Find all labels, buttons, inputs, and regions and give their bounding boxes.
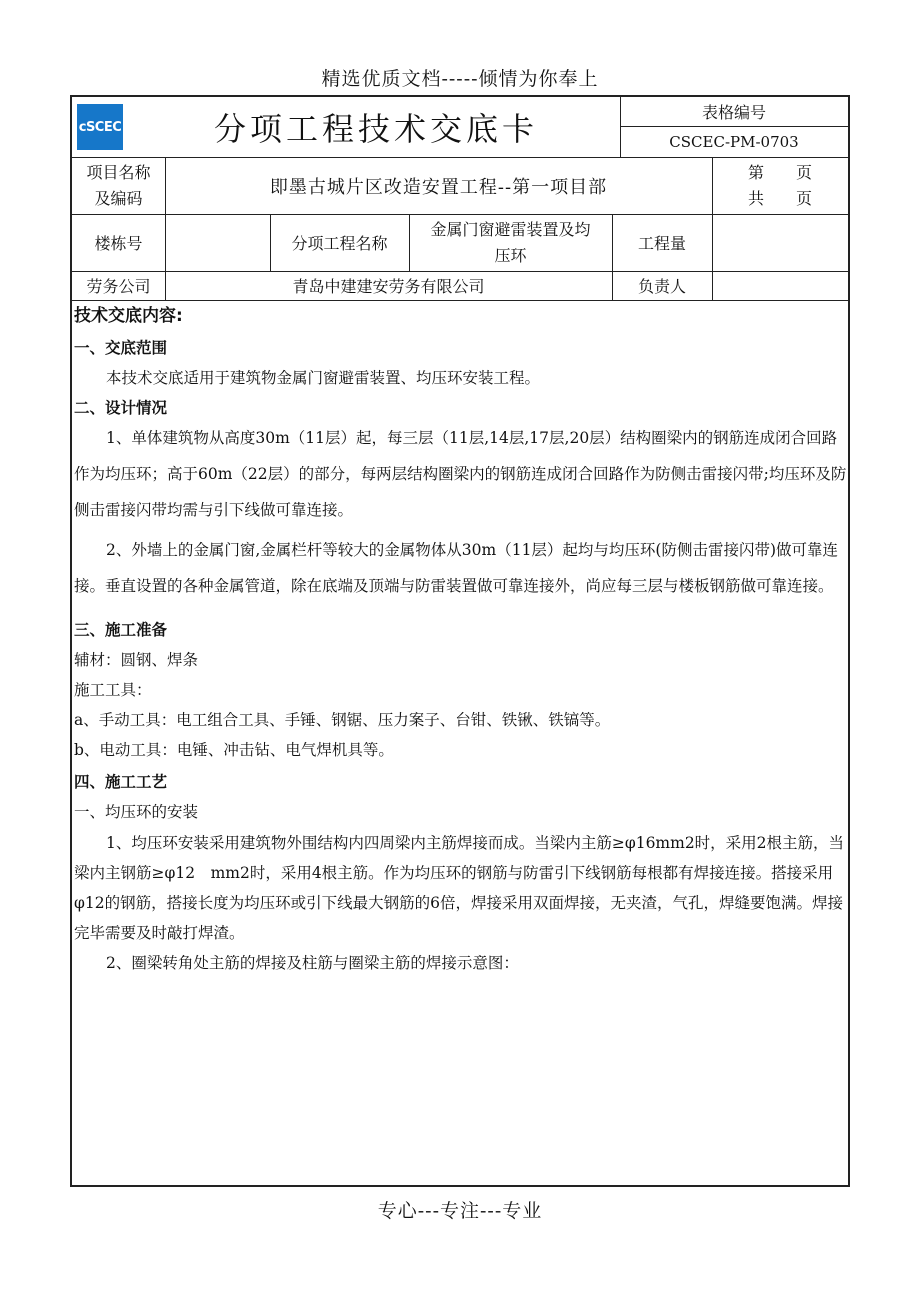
- page-count: [712, 157, 848, 214]
- section-3-tools: 施工工具：: [74, 681, 152, 699]
- company-logo: [77, 104, 123, 150]
- section-1-paragraph: 本技术交底适用于建筑物金属门窗避雷装置、均压环安装工程。: [106, 369, 541, 387]
- section-4-title: 四、施工工艺: [74, 773, 168, 791]
- page-footer: 专心---专注---专业: [377, 1200, 543, 1222]
- labor-company-value: 青岛中建建安劳务有限公司: [292, 277, 485, 296]
- section-4-subtitle: 一、均压环的安装: [74, 803, 199, 821]
- subitem-name-label: 分项工程名称: [291, 234, 388, 253]
- section-2-paragraph-1: 1、单体建筑物从高度30m（11层）起，每三层（11层,14层,17层,20层）结构圈梁内的钢筋连成闭合回路作为均压环；高于60m（22层）的部分，每两层结构圈梁内的钢筋连成闭合回路作为防侧击雷接闪带;均压环及防侧击雷接闪带均需与引下线做可靠连接。: [74, 429, 847, 519]
- section-3-materials: 辅材：圆钢、焊条: [74, 651, 199, 669]
- section-4-paragraph-2: 2、圈梁转角处主筋的焊接及柱筋与圈梁主筋的焊接示意图：: [106, 954, 519, 972]
- subitem-name-value: [409, 214, 612, 271]
- project-name-value: 即墨古城片区改造安置工程--第一项目部: [269, 176, 608, 198]
- project-label-line1: 项目名称: [86, 162, 151, 182]
- section-2-title: 二、设计情况: [74, 399, 168, 417]
- building-no-value[interactable]: [165, 214, 270, 271]
- page-current-label: 第 页: [747, 162, 812, 182]
- logo-text: cSCEC: [78, 119, 122, 135]
- section-3-manual-tools: a、手动工具：电工组合工具、手锤、钢锯、压力案子、台钳、铁锹、铁镐等。: [74, 711, 611, 729]
- subitem-value-line1: 金属门窗避雷装置及均: [430, 219, 591, 239]
- project-name-label: [72, 157, 165, 214]
- project-label-line2: 及编码: [94, 188, 143, 208]
- form-number-value: CSCEC-PM-0703: [669, 132, 799, 151]
- responsible-value[interactable]: [712, 271, 848, 300]
- page-total-label: 共 页: [747, 188, 812, 208]
- section-2-paragraph-2: 2、外墙上的金属门窗,金属栏杆等较大的金属物体从30m（11层）起均与均压环(防侧击雷接闪带)做可靠连接。垂直设置的各种金属管道，除在底端及顶端与防雷装置做可靠连接外，尚应每三层与楼板钢筋做可靠连接。: [74, 541, 839, 595]
- subitem-value-line2: 压环: [494, 245, 527, 265]
- quantity-label: 工程量: [637, 234, 686, 253]
- content-heading: 技术交底内容:: [74, 306, 183, 326]
- form-title: 分项工程技术交底卡: [213, 110, 538, 148]
- building-no-label: 楼栋号: [94, 234, 143, 253]
- form-number-label: 表格编号: [701, 103, 766, 122]
- tech-disclosure-form: [70, 95, 850, 1187]
- section-1-title: 一、交底范围: [74, 339, 168, 357]
- page-header: 精选优质文档-----倾情为你奉上: [321, 68, 599, 90]
- section-3-title: 三、施工准备: [74, 621, 168, 639]
- section-4-paragraph-1: 1、均压环安装采用建筑物外围结构内四周梁内主筋焊接而成。当梁内主筋≥φ16mm2时，采用2根主筋，当梁内主钢筋≥φ12 mm2时，采用4根主筋。作为均压环的钢筋与防雷引下线钢筋每根都有焊接连接。搭接采用 φ12的钢筋，搭接长度为均压环或引下线最大钢筋的6倍，焊接采用双面焊接，无夹渣，气孔，焊缝要饱满。焊接完毕需要及时敲打焊渣。: [74, 834, 845, 942]
- responsible-label: 负责人: [637, 277, 686, 296]
- quantity-value[interactable]: [712, 214, 848, 271]
- disclosure-content: [74, 302, 848, 978]
- section-3-power-tools: b、电动工具：电锤、冲击钻、电气焊机具等。: [74, 741, 394, 759]
- labor-company-label: 劳务公司: [86, 277, 151, 296]
